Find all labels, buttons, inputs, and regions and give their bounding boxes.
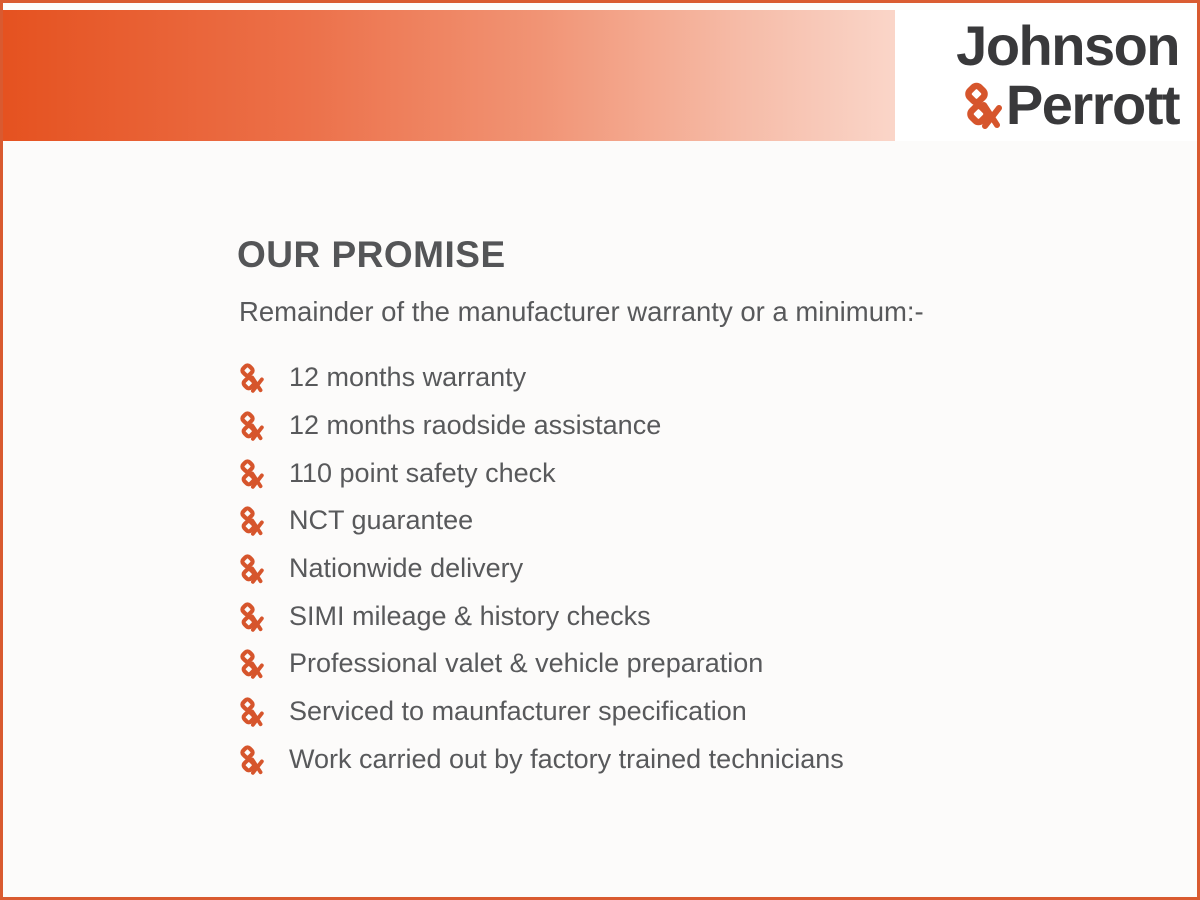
page-title: OUR PROMISE xyxy=(237,234,506,275)
ampersand-icon xyxy=(237,408,265,443)
list-item xyxy=(237,354,1117,402)
list-item xyxy=(237,402,1117,450)
list-item-label: Work carried out by factory trained technicians xyxy=(289,743,844,774)
ampersand-icon xyxy=(237,694,265,729)
list-item-label: Serviced to maunfacturer specification xyxy=(289,696,747,727)
list-item xyxy=(237,688,1117,736)
subtitle: Remainder of the manufacturer warranty or a minimum:- xyxy=(239,296,924,327)
list-item-label: 110 point safety check xyxy=(289,457,556,488)
list-item-label: 12 months raodside assistance xyxy=(289,410,662,441)
ampersand-icon xyxy=(237,360,265,395)
list-item xyxy=(237,449,1117,497)
ampersand-icon xyxy=(237,599,265,634)
ampersand-icon xyxy=(960,79,1004,131)
ampersand-icon xyxy=(237,456,265,491)
list-item xyxy=(237,545,1117,593)
header-band xyxy=(3,10,1197,141)
ampersand-icon xyxy=(237,503,265,538)
logo-johnson: Johnson xyxy=(956,14,1179,77)
list-item xyxy=(237,592,1117,640)
list-item-label: NCT guarantee xyxy=(289,505,474,536)
logo-perrott-row xyxy=(960,73,1179,136)
list-item xyxy=(237,497,1117,545)
list-item xyxy=(237,736,1117,784)
ampersand-icon xyxy=(237,646,265,681)
logo-perrott: Perrott xyxy=(1005,73,1179,136)
ampersand-icon xyxy=(237,551,265,586)
list-item-label: SIMI mileage & history checks xyxy=(289,600,651,631)
promise-list xyxy=(237,354,1117,783)
ampersand-icon xyxy=(237,742,265,777)
list-item-label: 12 months warranty xyxy=(289,362,527,393)
list-item xyxy=(237,640,1117,688)
list-item-label: Professional valet & vehicle preparation xyxy=(289,648,764,679)
brand-logo xyxy=(895,10,1197,141)
promise-section xyxy=(237,236,1117,783)
list-item-label: Nationwide delivery xyxy=(289,553,524,584)
